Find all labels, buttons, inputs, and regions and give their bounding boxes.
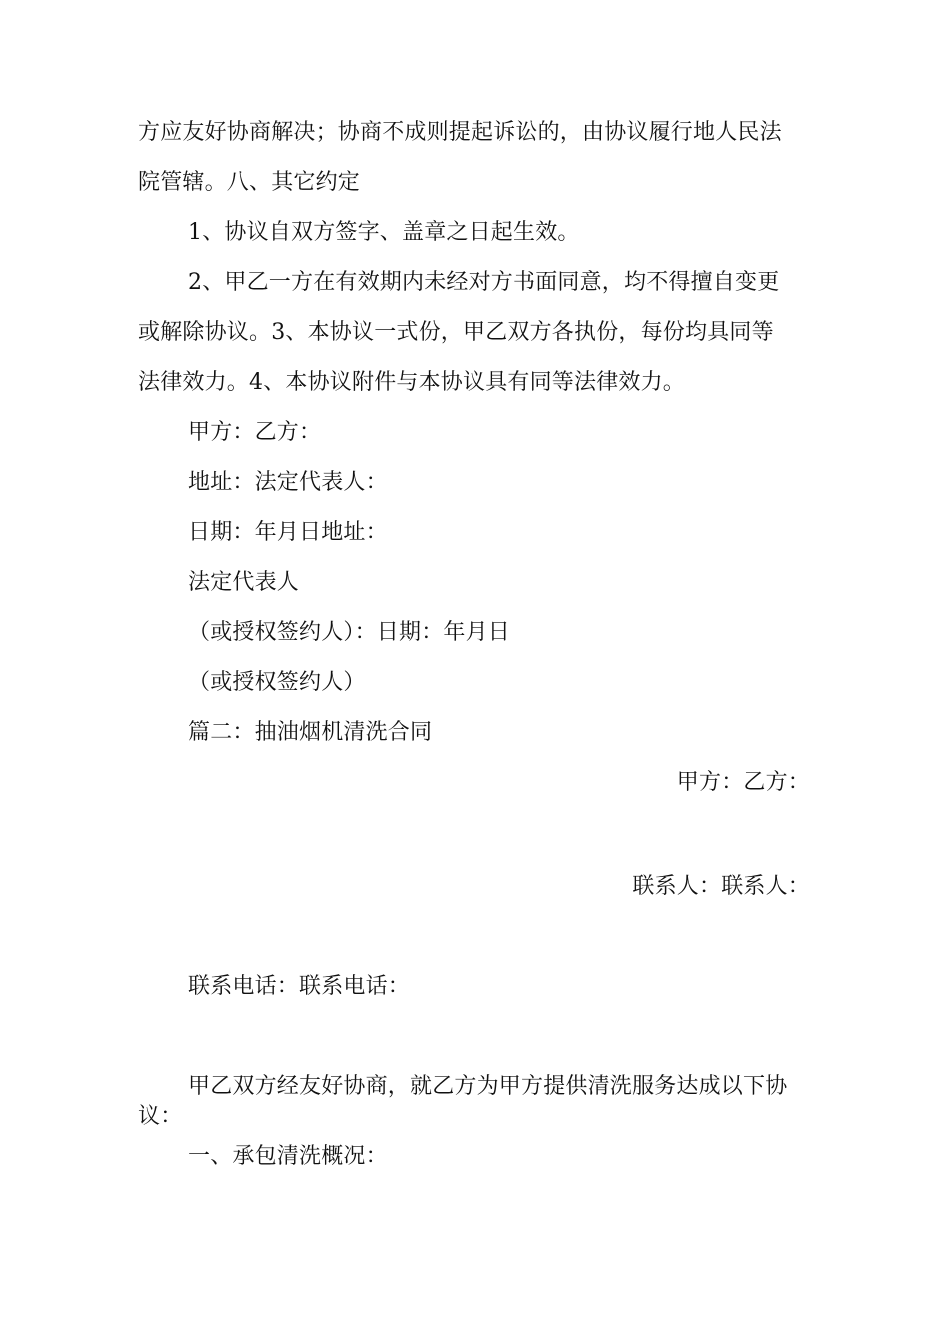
- signature-authorized: （或授权签约人）: [188, 670, 366, 695]
- signature-date: 日期：年月日地址：: [188, 520, 388, 545]
- signature-address: 地址：法定代表人：: [188, 470, 388, 495]
- section-title: 篇二：抽油烟机清洗合同: [188, 720, 433, 745]
- paragraph-line: 法律效力。4、本协议附件与本协议具有同等法律效力。: [138, 370, 685, 395]
- paragraph-line: 或解除协议。3、本协议一式份，甲乙双方各执份，每份均具同等: [138, 320, 774, 345]
- section-heading: 一、承包清洗概况：: [188, 1144, 388, 1169]
- signature-authorized: （或授权签约人）：日期：年月日: [188, 620, 511, 645]
- contract-contacts: 联系人：联系人：: [632, 874, 810, 899]
- clause-2: 2、甲乙一方在有效期内未经对方书面同意，均不得擅自变更: [188, 270, 780, 295]
- agreement-intro-cont: 议：: [138, 1104, 183, 1129]
- paragraph-line: 院管辖。八、其它约定: [138, 170, 361, 195]
- signature-parties: 甲方：乙方：: [188, 420, 322, 445]
- contract-phones: 联系电话：联系电话：: [188, 974, 411, 999]
- contract-parties: 甲方：乙方：: [676, 770, 810, 795]
- clause-1: 1、协议自双方签字、盖章之日起生效。: [188, 220, 580, 245]
- paragraph-line: 方应友好协商解决；协商不成则提起诉讼的，由协议履行地人民法: [138, 120, 782, 145]
- signature-representative: 法定代表人: [188, 570, 300, 595]
- agreement-intro: 甲乙双方经友好协商，就乙方为甲方提供清洗服务达成以下协: [188, 1074, 788, 1099]
